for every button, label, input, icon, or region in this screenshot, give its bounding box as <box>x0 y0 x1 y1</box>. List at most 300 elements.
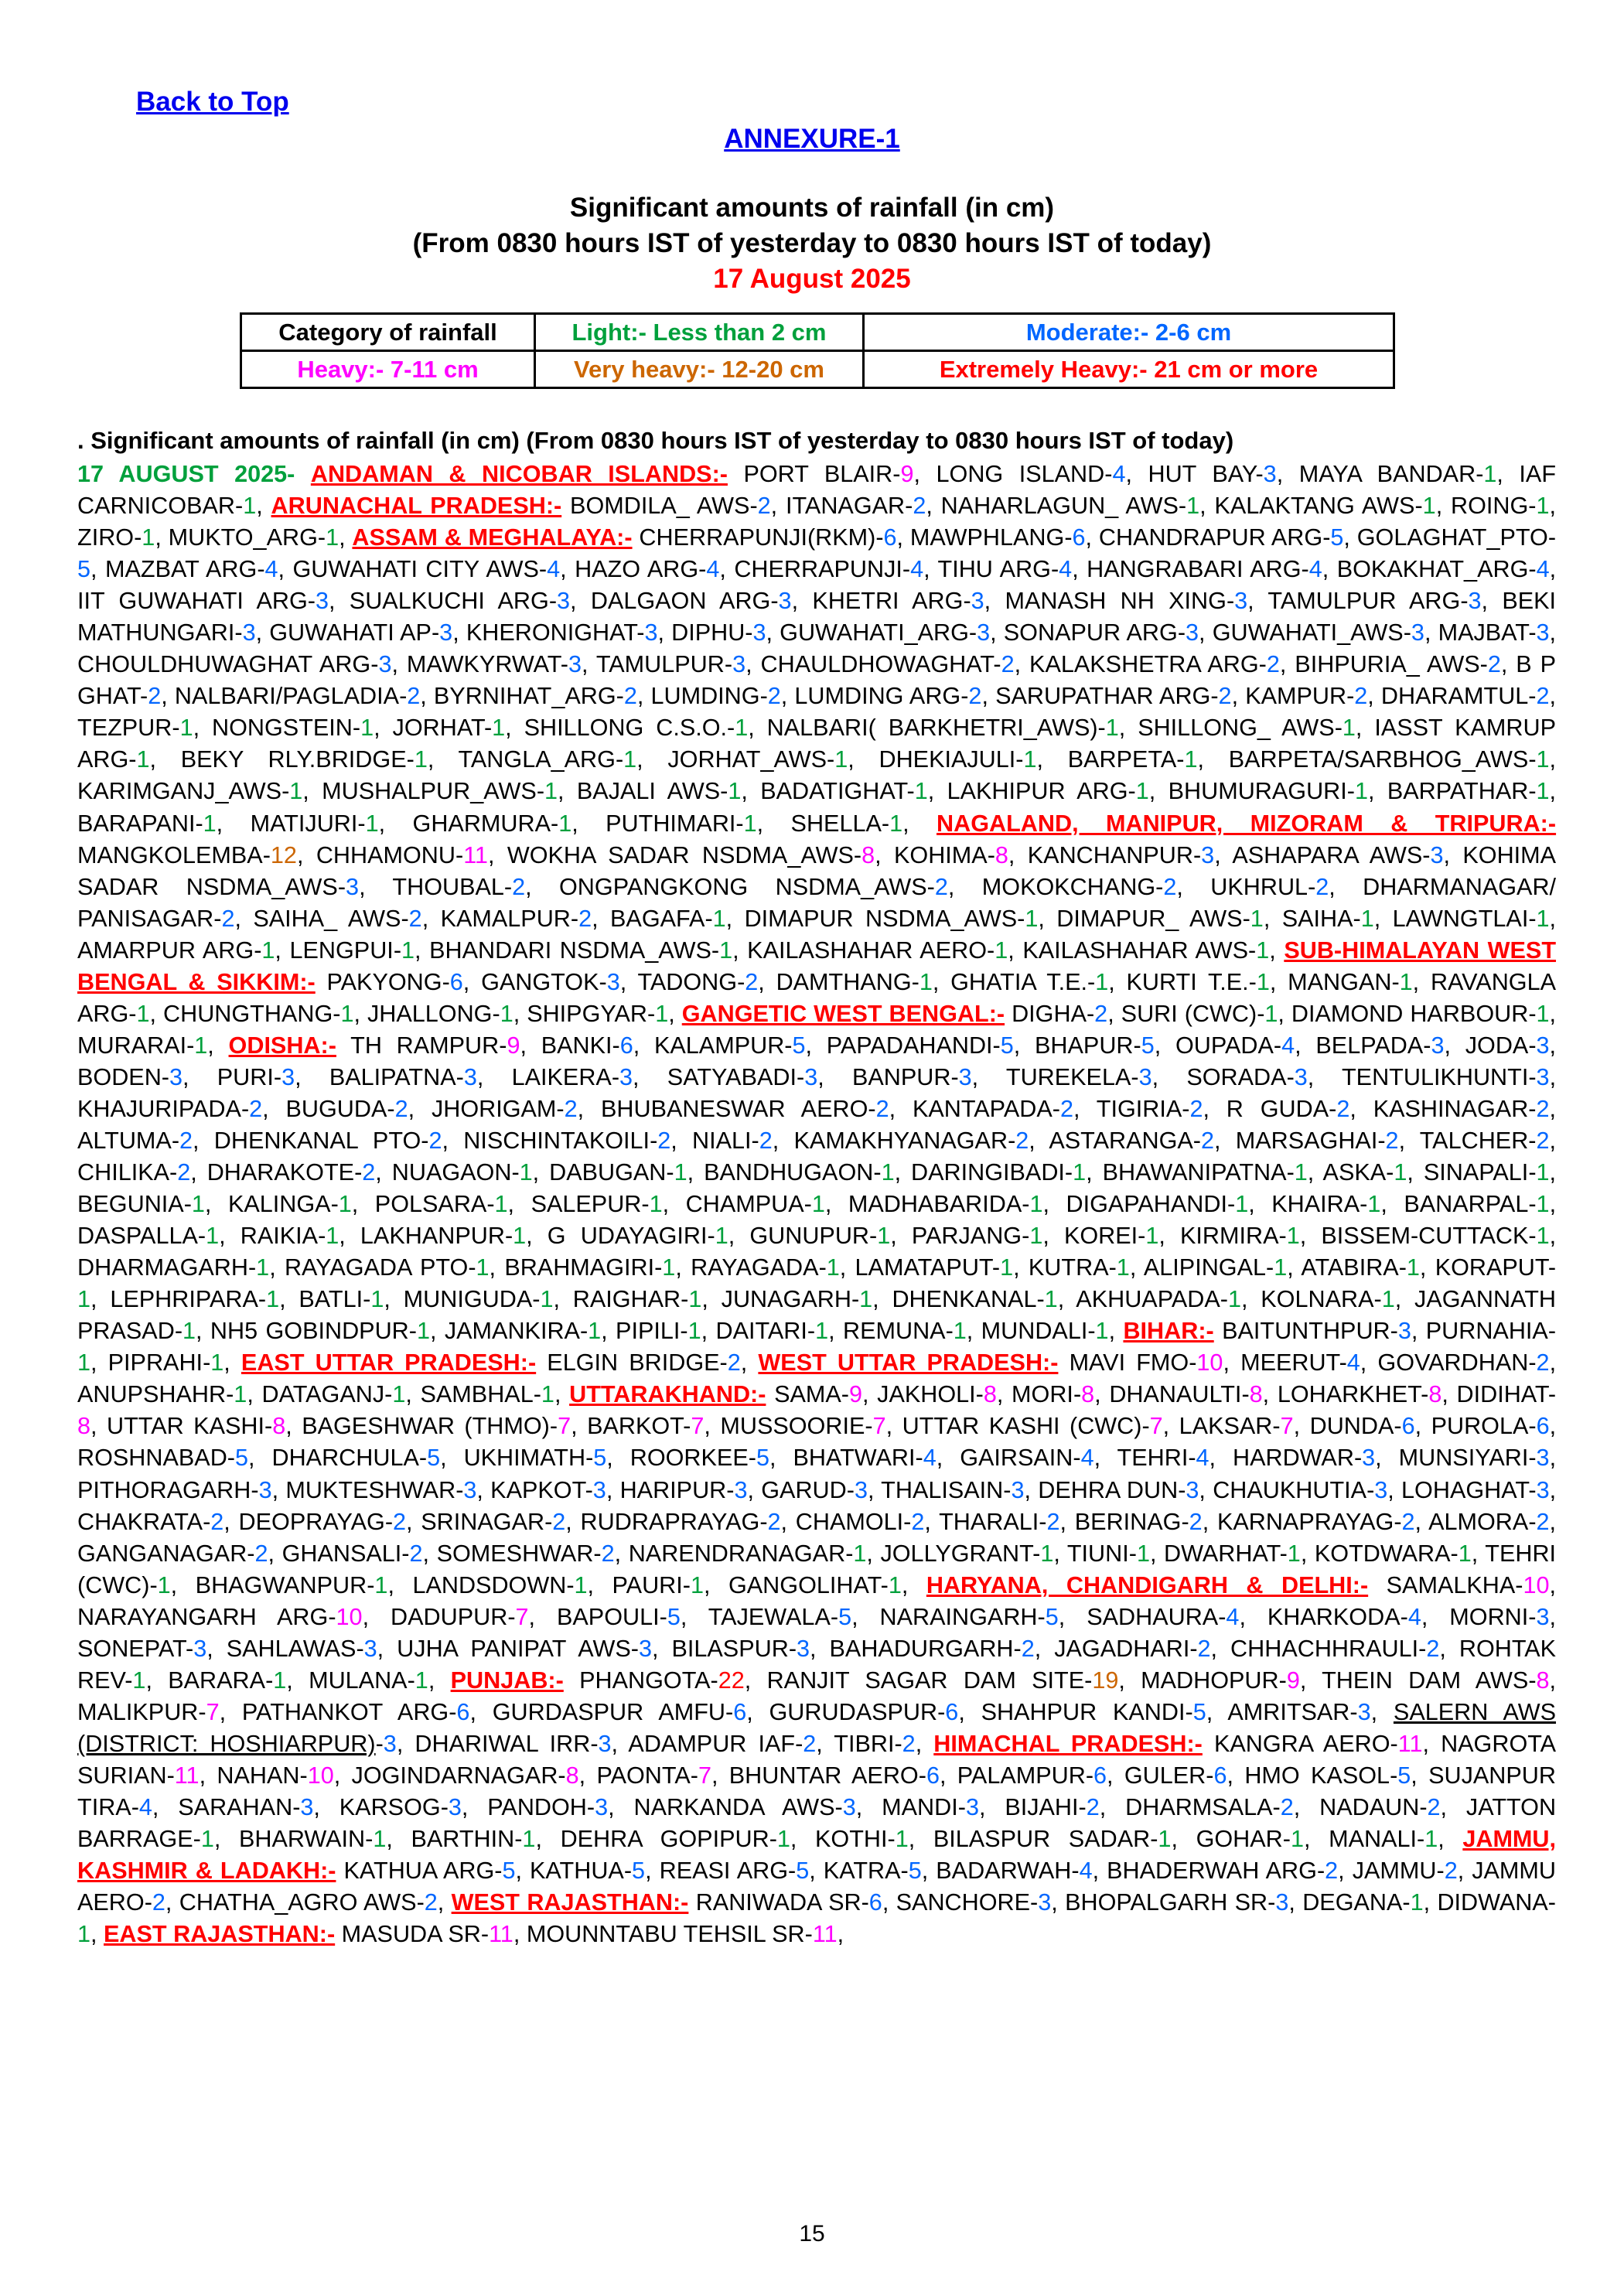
station-entry: UKHIMATH-5 <box>463 1445 607 1472</box>
rainfall-value: 3 <box>965 1793 979 1820</box>
station-name: PAKYONG <box>326 968 442 995</box>
station-entry: TENTULIKHUNTI-3 <box>1341 1063 1550 1090</box>
station-name: GHARMURA <box>412 810 551 837</box>
station-name: DHARAKOTE <box>206 1159 355 1186</box>
station-name: DARINGIBADI <box>911 1159 1065 1186</box>
rainfall-value: 1 <box>179 715 193 742</box>
station-entry: THEIN DAM AWS-8 <box>1322 1667 1550 1694</box>
station-name: JAMMU AERO <box>77 1858 1557 1916</box>
rainfall-value: 1 <box>1227 1286 1241 1313</box>
station-entry: RUDRAPRAYAG-2 <box>580 1508 781 1535</box>
station-name: KOLNARA <box>1261 1286 1374 1313</box>
station-entry: PAURI-1 <box>612 1571 704 1598</box>
station-name: NARAINGARH <box>879 1603 1038 1630</box>
rainfall-value: 3 <box>971 588 984 615</box>
station-name: GARUD <box>761 1476 847 1503</box>
station-entry: JODA-3 <box>1465 1032 1550 1059</box>
station-name: SAIHA_ AWS <box>253 905 401 932</box>
station-entry: MURARAI-1 <box>77 1032 208 1059</box>
rainfall-value: 1 <box>415 1667 428 1694</box>
station-entry: CHOULDHUWAGHAT ARG-3 <box>77 651 392 678</box>
rainfall-value: 2 <box>1536 1095 1550 1122</box>
rainfall-value: 1 <box>712 905 726 932</box>
rainfall-value: 2 <box>407 683 421 710</box>
rainfall-value: 1 <box>373 1826 387 1853</box>
rainfall-value: 1 <box>953 1318 967 1345</box>
station-name: RAVANGLA ARG <box>77 968 1557 1027</box>
station-entry: BHUBANESWAR AERO-2 <box>600 1095 889 1122</box>
station-entry: TEZPUR-1 <box>77 715 193 742</box>
station-name: MUSHALPUR_AWS <box>322 778 537 805</box>
station-name: DHARMSALA <box>1125 1793 1273 1820</box>
rainfall-value: 1 <box>1136 1540 1150 1567</box>
station-entry: KARIMGANJ_AWS-1 <box>77 778 303 805</box>
rainfall-value: 2 <box>1280 1793 1294 1820</box>
station-name: DIGHA <box>1012 1000 1087 1027</box>
station-entry: DEHRA DUN-3 <box>1038 1476 1199 1503</box>
rainfall-value: 1 <box>77 1921 91 1948</box>
rainfall-value: 1 <box>1381 1286 1395 1313</box>
station-name: TIUNI <box>1066 1540 1129 1567</box>
rainfall-value: 2 <box>902 1730 916 1757</box>
region-heading: WEST RAJASTHAN:- <box>451 1889 689 1916</box>
station-name: BHUBANESWAR AERO <box>600 1095 868 1122</box>
station-entry: KALAKTANG AWS-1 <box>1214 493 1436 520</box>
station-name: ALTUMA <box>77 1127 172 1154</box>
rainfall-value: 3 <box>439 619 453 646</box>
station-name: TUREKELA <box>1005 1063 1131 1090</box>
station-entry: UTTAR KASHI-8 <box>107 1413 286 1440</box>
rainfall-value: 1 <box>1424 1826 1438 1853</box>
station-name: DWARHAT <box>1164 1540 1280 1567</box>
station-entry: SOMESHWAR-2 <box>436 1540 615 1567</box>
station-entry: TIGIRIA-2 <box>1096 1095 1203 1122</box>
station-name: MURARAI <box>77 1032 187 1059</box>
rainfall-value: 9 <box>900 461 914 487</box>
station-name: GOLAGHAT_PTO <box>1356 524 1548 551</box>
rainfall-value: 10 <box>307 1762 334 1789</box>
rainfall-value: 8 <box>1428 1381 1442 1408</box>
station-name: CHOULDHUWAGHAT ARG <box>77 651 371 678</box>
rainfall-value: 1 <box>142 524 155 551</box>
rainfall-value: 2 <box>1046 1508 1060 1535</box>
station-name: JAMMU <box>1352 1858 1437 1885</box>
station-entry: NADAUN-2 <box>1319 1793 1441 1820</box>
rainfall-value: 6 <box>945 1698 959 1725</box>
station-name: SAMALKHA <box>1386 1571 1516 1598</box>
station-name: PITHORAGARH <box>77 1476 251 1503</box>
station-name: KARIMGANJ_AWS <box>77 778 282 805</box>
station-name: PATHANKOT ARG <box>241 1698 449 1725</box>
station-name: MALIKPUR <box>77 1698 199 1725</box>
station-name: GULER <box>1124 1762 1206 1789</box>
rainfall-value: 2 <box>394 1095 408 1122</box>
station-entry: ADAMPUR IAF-2 <box>628 1730 817 1757</box>
station-entry: BAJALI AWS-1 <box>576 778 742 805</box>
station-entry: KASHINAGAR-2 <box>1373 1095 1550 1122</box>
rainfall-value: 3 <box>1397 1318 1411 1345</box>
station-name: SALERN AWS (DISTRICT: HOSHIARPUR) <box>77 1698 1557 1757</box>
station-name: MANALI <box>1329 1826 1417 1853</box>
rainfall-value: 5 <box>1045 1603 1059 1630</box>
rainfall-value: 1 <box>895 1826 909 1853</box>
station-name: DEOPRAYAG <box>238 1508 385 1535</box>
rainfall-value: 1 <box>888 1571 902 1598</box>
station-entry: DIAMOND HARBOUR-1 <box>1291 1000 1550 1027</box>
rainfall-value: 1 <box>815 1318 829 1345</box>
station-entry: BAITUNTHPUR-3 <box>1222 1318 1411 1345</box>
station-entry: DEHRA GOPIPUR-1 <box>560 1826 790 1853</box>
station-entry: SHILLONG_ AWS-1 <box>1138 715 1356 742</box>
station-entry: LAKHANPUR-1 <box>360 1223 527 1250</box>
station-name: KHETRI ARG <box>812 588 964 615</box>
station-entry: PIPILI-1 <box>616 1318 701 1345</box>
station-entry: DARINGIBADI-1 <box>911 1159 1087 1186</box>
station-name: DHEKIAJULI <box>879 746 1016 773</box>
station-entry: ALMORA-2 <box>1428 1508 1550 1535</box>
station-entry: MAWPHLANG-6 <box>909 524 1086 551</box>
station-name: GANGOLIHAT <box>728 1571 881 1598</box>
station-entry: KARNAPRAYAG-2 <box>1216 1508 1415 1535</box>
station-entry: ALTUMA-2 <box>77 1127 193 1154</box>
rainfall-value: 1 <box>735 715 749 742</box>
station-entry: BEKY RLY.BRIDGE-1 <box>180 746 428 773</box>
station-name: NARKANDA AWS <box>633 1793 835 1820</box>
rainfall-value: 2 <box>210 1508 224 1535</box>
rainfall-value: 8 <box>995 841 1008 868</box>
station-entry: BARAPANI-1 <box>77 810 217 837</box>
station-name: NONGSTEIN <box>212 715 353 742</box>
rainfall-value: 5 <box>838 1603 852 1630</box>
station-entry: UJHA PANIPAT AWS-3 <box>397 1635 652 1662</box>
station-entry: SAIHA-1 <box>1281 905 1374 932</box>
rainfall-value: 1 <box>1536 778 1550 805</box>
station-entry: TH RAMPUR-9 <box>350 1032 520 1059</box>
rainfall-value: 2 <box>179 1127 193 1154</box>
station-entry: CHUNGTHANG-1 <box>163 1000 354 1027</box>
rainfall-value: 3 <box>1275 1889 1289 1916</box>
rainfall-value: 1 <box>1105 715 1119 742</box>
rainfall-value: 1 <box>1342 715 1356 742</box>
rainfall-value: 8 <box>272 1413 286 1440</box>
rainfall-value: 5 <box>502 1858 516 1885</box>
station-name: NAGROTA SURIAN <box>77 1730 1557 1789</box>
rainfall-value: 1 <box>1135 778 1149 805</box>
rainfall-value: 7 <box>691 1413 705 1440</box>
station-name: GANGANAGAR <box>77 1540 247 1567</box>
station-entry: JORHAT-1 <box>392 715 506 742</box>
rainfall-value: 1 <box>392 1381 406 1408</box>
extremely-heavy-category-cell: Extremely Heavy:- 21 cm or more <box>864 351 1394 388</box>
rainfall-value: 1 <box>1536 1191 1550 1218</box>
station-name: CHAMOLI <box>795 1508 904 1535</box>
station-entry: GOVARDHAN-2 <box>1377 1349 1550 1377</box>
rainfall-value: 5 <box>908 1858 922 1885</box>
station-entry: JATTON BARRAGE-1 <box>77 1793 1557 1853</box>
region-heading: ARUNACHAL PRADESH:- <box>271 493 562 520</box>
rainfall-value: 2 <box>1426 1635 1440 1662</box>
rainfall-value: 5 <box>796 1858 810 1885</box>
rainfall-value: 1 <box>1287 1540 1301 1567</box>
station-name: KANTAPADA <box>912 1095 1053 1122</box>
station-name: JHALLONG <box>367 1000 493 1027</box>
station-name: TIBRI <box>834 1730 895 1757</box>
station-name: DHENKANAL <box>892 1286 1037 1313</box>
station-name: KATHUA ARG <box>343 1858 495 1885</box>
station-entry: MAJBAT-3 <box>1438 619 1550 646</box>
station-entry: BHUNTAR AERO-6 <box>728 1762 940 1789</box>
station-entry: KALAMPUR-5 <box>653 1032 806 1059</box>
back-to-top-link[interactable]: Back to Top <box>136 87 289 117</box>
rainfall-value: 7 <box>206 1698 220 1725</box>
station-name: KAILASHAHAR AERO <box>747 936 988 964</box>
station-entry: SATYABADI-3 <box>667 1063 818 1090</box>
rainfall-value: 2 <box>512 873 526 900</box>
station-name: JOLLYGRANT <box>880 1540 1033 1567</box>
rainfall-value: 1 <box>492 715 506 742</box>
station-name: SAMBHAL <box>420 1381 534 1408</box>
light-category-cell: Light:- Less than 2 cm <box>535 314 864 351</box>
rainfall-value: 7 <box>872 1413 886 1440</box>
rainfall-value: 1 <box>1354 778 1368 805</box>
station-name: PALAMPUR <box>957 1762 1086 1789</box>
rainfall-value: 3 <box>363 1635 377 1662</box>
rainfall-value: 2 <box>1218 683 1232 710</box>
rainfall-value: 1 <box>1458 1540 1472 1567</box>
station-name: TALCHER <box>1419 1127 1529 1154</box>
station-entry: JAKHOLI-8 <box>877 1381 997 1408</box>
rainfall-value: 1 <box>919 968 933 995</box>
station-entry: KHERONIGHAT-3 <box>466 619 658 646</box>
station-name: SALEPUR <box>531 1191 642 1218</box>
rainfall-value: 1 <box>743 810 757 837</box>
station-name: SONAPUR ARG <box>1003 619 1178 646</box>
station-entry: BYRNIHAT_ARG-2 <box>433 683 637 710</box>
station-name: ASTARANGA <box>1049 1127 1193 1154</box>
station-entry: ASHAPARA AWS-3 <box>1232 841 1444 868</box>
rainfall-value: 9 <box>848 1381 862 1408</box>
station-name: BISSEM-CUTTACK <box>1321 1223 1529 1250</box>
rainfall-value: 6 <box>1401 1413 1415 1440</box>
station-entry: ATABIRA-1 <box>1301 1254 1420 1281</box>
rainfall-value: 1 <box>1360 905 1374 932</box>
station-name: PAURI <box>612 1571 683 1598</box>
station-entry: THOUBAL-2 <box>392 873 526 900</box>
station-name: BARARA <box>168 1667 266 1694</box>
station-entry: KAMAKHYANAGAR-2 <box>793 1127 1029 1154</box>
rainfall-value: 1 <box>1256 936 1270 964</box>
station-name: IAF CARNICOBAR <box>77 461 1557 520</box>
station-entry: LAKHIPUR ARG-1 <box>947 778 1149 805</box>
station-name: PURNAHIA <box>1425 1318 1548 1345</box>
rainfall-value: 1 <box>401 936 415 964</box>
station-name: KALAMPUR <box>653 1032 785 1059</box>
station-name: DIPHU <box>671 619 745 646</box>
station-name: KAMAKHYANAGAR <box>793 1127 1008 1154</box>
station-name: LAWNGTLAI <box>1392 905 1529 932</box>
rainfall-value: 3 <box>958 1063 972 1090</box>
station-name: DASPALLA <box>77 1223 198 1250</box>
station-entry: AMRITSAR-3 <box>1227 1698 1371 1725</box>
station-name: BANARPAL <box>1404 1191 1529 1218</box>
rainfall-value: 1 <box>544 778 558 805</box>
rainfall-value: 4 <box>1080 1445 1094 1472</box>
station-name: BEKI MATHUNGARI <box>77 588 1557 646</box>
rainfall-value: 3 <box>315 588 329 615</box>
station-name: BHAWANIPATNA <box>1102 1159 1287 1186</box>
station-name: MARSAGHAI <box>1235 1127 1378 1154</box>
rainfall-value: 1 <box>203 810 217 837</box>
station-entry: DIPHU-3 <box>671 619 766 646</box>
rainfall-value: 3 <box>644 619 658 646</box>
station-entry: B P GHAT-2 <box>77 651 1557 710</box>
station-entry: G UDAYAGIRI-1 <box>547 1223 728 1250</box>
rainfall-value: 1 <box>1095 1318 1109 1345</box>
station-entry: CHATHA_AGRO AWS-2 <box>179 1889 438 1916</box>
rainfall-value: 1 <box>1290 1826 1304 1853</box>
rainfall-value: 2 <box>601 1540 615 1567</box>
station-entry: KOTDWARA-1 <box>1314 1540 1472 1567</box>
rainfall-value: 2 <box>428 1127 442 1154</box>
station-name: BODEN <box>77 1063 162 1090</box>
station-name: TAJEWALA <box>708 1603 831 1630</box>
station-name: LANDSDOWN <box>412 1571 567 1598</box>
rainfall-value: 3 <box>1038 1889 1052 1916</box>
rainfall-value: 1 <box>338 1191 352 1218</box>
station-name: LAIKERA <box>511 1063 612 1090</box>
station-entry: DIMAPUR NSDMA_AWS-1 <box>744 905 1039 932</box>
station-name: DATAGANJ <box>261 1381 385 1408</box>
station-name: B P GHAT <box>77 651 1557 710</box>
rainfall-value: 6 <box>733 1698 747 1725</box>
rainfall-value: 3 <box>258 1476 272 1503</box>
rainfall-value: 2 <box>767 683 781 710</box>
station-entry: CHAUKHUTIA-3 <box>1213 1476 1388 1503</box>
station-name: KAMALPUR <box>440 905 571 932</box>
rainfall-value: 4 <box>1059 556 1073 583</box>
rainfall-value: 3 <box>1138 1063 1152 1090</box>
station-name: MORNI <box>1449 1603 1529 1630</box>
rainfall-value: 1 <box>1422 493 1436 520</box>
station-name: MANGAN <box>1288 968 1392 995</box>
station-entry: NONGSTEIN-1 <box>212 715 374 742</box>
region-heading: UTTARAKHAND:- <box>569 1381 766 1408</box>
station-name: KANGRA AERO <box>1213 1730 1390 1757</box>
rainfall-value: 3 <box>854 1476 868 1503</box>
station-name: BHUMURAGURI <box>1168 778 1347 805</box>
station-entry: BHANDARI NSDMA_AWS-1 <box>429 936 733 964</box>
station-entry: SANCHORE-3 <box>896 1889 1052 1916</box>
rainfall-value: 2 <box>1015 1127 1029 1154</box>
station-name: UKHRUL <box>1210 873 1308 900</box>
station-name: JAGANNATH PRASAD <box>77 1286 1557 1345</box>
station-name: MAWKYRWAT <box>406 651 561 678</box>
station-name: BILASPUR <box>671 1635 789 1662</box>
station-entry: KAMALPUR-2 <box>440 905 592 932</box>
station-entry: DHARMANAGAR/ PANISAGAR-2 <box>77 873 1557 932</box>
rainfall-value: 5 <box>593 1445 607 1472</box>
station-name: JHORIGAM <box>431 1095 557 1122</box>
station-name: KALAKTANG AWS <box>1214 493 1415 520</box>
rainfall-value: 1 <box>776 1826 790 1853</box>
station-entry: BHAWANIPATNA-1 <box>1102 1159 1308 1186</box>
station-entry: LAIKERA-3 <box>511 1063 633 1090</box>
annexure-title-link[interactable]: ANNEXURE-1 <box>724 124 900 154</box>
station-name: MUNDALI <box>981 1318 1088 1345</box>
station-entry: DIGHA-2 <box>1012 1000 1108 1027</box>
station-name: SANCHORE <box>896 1889 1031 1916</box>
station-entry: KOREI-1 <box>1063 1223 1159 1250</box>
station-entry: GHARMURA-1 <box>412 810 572 837</box>
station-entry: DHENKANAL PTO-2 <box>213 1127 442 1154</box>
station-name: RUDRAPRAYAG <box>580 1508 760 1535</box>
station-entry: BHAPUR-5 <box>1035 1032 1155 1059</box>
station-entry: KAPKOT-3 <box>490 1476 606 1503</box>
station-name: LUMDING <box>650 683 760 710</box>
station-entry: SHELLA-1 <box>790 810 903 837</box>
station-entry: KANTAPADA-2 <box>912 1095 1073 1122</box>
station-entry: DWARHAT-1 <box>1164 1540 1301 1567</box>
station-name: CHUNGTHANG <box>163 1000 333 1027</box>
rainfall-value: 1 <box>859 1286 873 1313</box>
station-name: BAHADURGARH <box>829 1635 1014 1662</box>
station-name: TEHRI <box>1117 1445 1189 1472</box>
rainfall-value: 2 <box>1354 683 1368 710</box>
station-name: SARUPATHAR ARG <box>995 683 1211 710</box>
region-heading: ANDAMAN & NICOBAR ISLANDS:- <box>310 461 728 487</box>
rainfall-value: 3 <box>752 619 766 646</box>
station-entry: DALGAON ARG-3 <box>590 588 792 615</box>
station-entry: TANGLA_ARG-1 <box>458 746 637 773</box>
station-name: KURTI T.E. <box>1126 968 1249 995</box>
station-entry: BHUMURAGURI-1 <box>1168 778 1368 805</box>
station-name: SONEPAT <box>77 1635 186 1662</box>
station-entry: PAPADAHANDI-5 <box>826 1032 1014 1059</box>
station-entry: NAHARLAGUN_ AWS-1 <box>940 493 1200 520</box>
station-entry: GOHAR-1 <box>1196 1826 1304 1853</box>
station-name: GUWAHATI_AWS <box>1212 619 1404 646</box>
rainfall-value: 3 <box>1186 1476 1199 1503</box>
station-entry: SALERN AWS (DISTRICT: HOSHIARPUR)-3 <box>77 1698 1557 1757</box>
rainfall-value: 1 <box>256 1254 270 1281</box>
station-name: DHARMANAGAR/ PANISAGAR <box>77 873 1557 932</box>
station-entry: RAVANGLA ARG-1 <box>77 968 1557 1027</box>
rainfall-value: 3 <box>595 1793 609 1820</box>
station-entry: DHARAMTUL-2 <box>1380 683 1550 710</box>
rainfall-value: 5 <box>235 1445 249 1472</box>
station-name: KOTDWARA <box>1314 1540 1451 1567</box>
station-name: ROHTAK REV <box>77 1635 1557 1694</box>
station-entry: MUSHALPUR_AWS-1 <box>322 778 558 805</box>
rainfall-value: 1 <box>1000 1254 1014 1281</box>
station-entry: KARSOG-3 <box>339 1793 462 1820</box>
rainfall-value: 1 <box>289 778 303 805</box>
station-entry: KANCHANPUR-3 <box>1027 841 1215 868</box>
station-entry: WOKHA SADAR NSDMA_AWS-8 <box>507 841 875 868</box>
rainfall-value: 5 <box>77 556 91 583</box>
station-name: CHAULDHOWAGHAT <box>760 651 994 678</box>
station-name: NH5 GOBINDPUR <box>210 1318 409 1345</box>
station-name: KHAJURIPADA <box>77 1095 241 1122</box>
station-name: BAJALI AWS <box>576 778 721 805</box>
station-name: THARALI <box>939 1508 1039 1535</box>
station-name: KATRA <box>823 1858 901 1885</box>
station-name: ROING <box>1451 493 1529 520</box>
section-heading: . Significant amounts of rainfall (in cm) (From 0830 hours IST of yesterday to 0830 hours IST of today) <box>77 427 1234 454</box>
station-name: PAPADAHANDI <box>826 1032 993 1059</box>
station-entry: POLSARA-1 <box>374 1191 508 1218</box>
rainfall-value: 1 <box>1158 1826 1172 1853</box>
